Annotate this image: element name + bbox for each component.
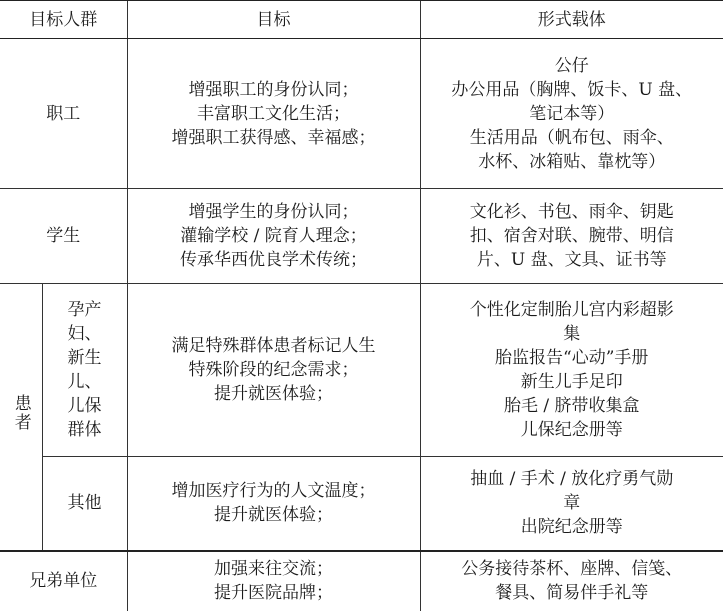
table-header-row bbox=[0, 1, 723, 39]
header-goal: 目标 bbox=[127, 1, 420, 39]
group-student: 学生 bbox=[0, 189, 127, 284]
table-row-patient-maternal bbox=[0, 284, 723, 457]
goal-patient-other: 增加医疗行为的人文温度； 提升就医体验； bbox=[127, 457, 420, 551]
header-carrier: 形式载体 bbox=[420, 1, 723, 39]
group-staff: 职工 bbox=[0, 39, 127, 189]
table-row-staff bbox=[0, 39, 723, 189]
group-patient-maternal: 孕产 妇、 新生 儿、 儿保 群体 bbox=[42, 284, 127, 457]
header-target-group: 目标人群 bbox=[0, 1, 127, 39]
goal-staff: 增强职工的身份认同； 丰富职工文化生活； 增强职工获得感、幸福感； bbox=[127, 39, 420, 189]
goal-student: 增强学生的身份认同； 灌输学校 / 院育人理念； 传承华西优良学术传统； bbox=[127, 189, 420, 284]
goal-partner: 加强来往交流； 提升医院品牌； bbox=[127, 551, 420, 611]
carrier-student: 文化衫、书包、雨伞、钥匙 扣、宿舍对联、腕带、明信 片、U 盘、文具、证书等 bbox=[420, 189, 723, 284]
carrier-staff: 公仔 办公用品（胸牌、饭卡、U 盘、 笔记本等） 生活用品（帆布包、雨伞、 水杯、冰箱贴、靠枕等） bbox=[420, 39, 723, 189]
goal-patient-maternal: 满足特殊群体患者标记人生 特殊阶段的纪念需求； 提升就医体验； bbox=[127, 284, 420, 457]
carrier-patient-other: 抽血 / 手术 / 放化疗勇气勋 章 出院纪念册等 bbox=[420, 457, 723, 551]
group-patient bbox=[0, 284, 42, 551]
carrier-patient-maternal: 个性化定制胎儿宫内彩超影 集 胎监报告“心动”手册 新生儿手足印 胎毛 / 脐带收集盒 儿保纪念册等 bbox=[420, 284, 723, 457]
group-partner: 兄弟单位 bbox=[29, 571, 98, 591]
group-patient-label: 患者 bbox=[10, 394, 31, 433]
group-patient-other: 其他 bbox=[42, 457, 127, 551]
table-row-patient-other bbox=[0, 457, 723, 551]
carrier-partner: 公务接待茶杯、座牌、信笺、 餐具、简易伴手礼等 bbox=[420, 551, 723, 611]
table-row-partner bbox=[0, 551, 723, 611]
table-row-student bbox=[0, 189, 723, 284]
